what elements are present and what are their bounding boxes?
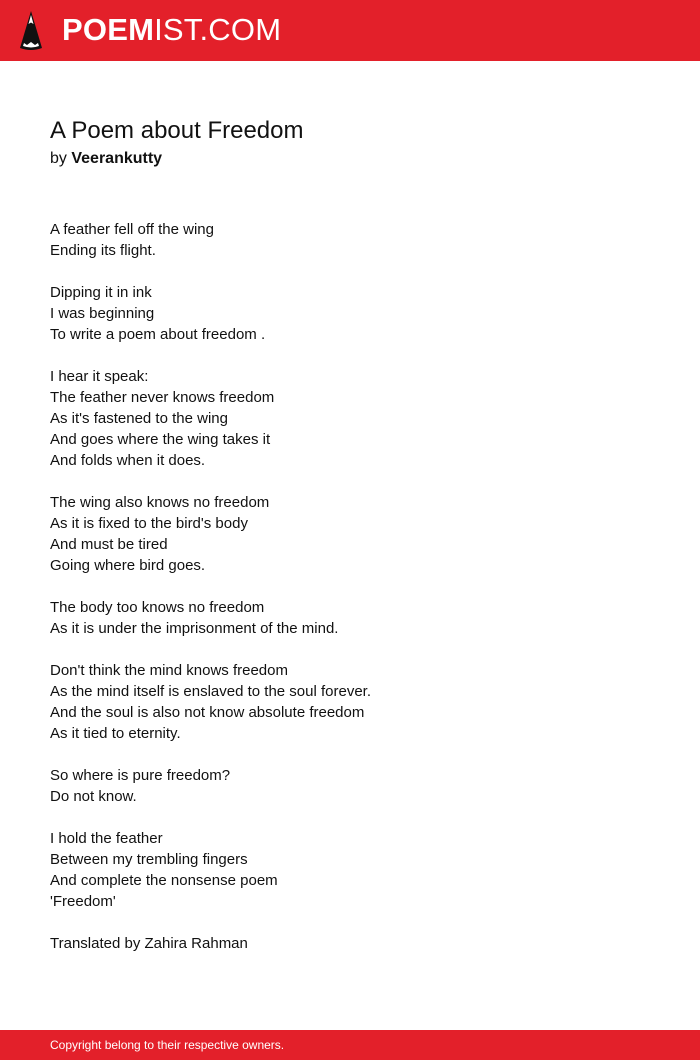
poem-line: So where is pure freedom?: [50, 767, 231, 784]
poem-line: I hear it speak:: [50, 368, 149, 385]
logo-text-bold: POEM: [62, 12, 155, 47]
poem-stanza: [50, 933, 650, 954]
poem-line: 'Freedom': [50, 893, 116, 910]
poem-line: As it is fixed to the bird's body: [50, 515, 248, 532]
poem-line: A feather fell off the wing: [50, 221, 214, 238]
poem-line: As the mind itself is enslaved to the soul forever.: [50, 683, 371, 700]
poem-line: As it tied to eternity.: [50, 725, 181, 742]
poem-line: I hold the feather: [50, 830, 163, 847]
poem-line: Don't think the mind knows freedom: [50, 662, 288, 679]
poem-line: Translated by Zahira Rahman: [50, 935, 248, 952]
poem-title: A Poem about Freedom: [50, 117, 304, 144]
poem-stanza: [50, 366, 650, 471]
poem-stanza: [50, 660, 650, 744]
poem-line: Going where bird goes.: [50, 557, 206, 574]
poem-line: Ending its flight.: [50, 242, 156, 259]
poem-stanza: [50, 828, 650, 912]
poem-line: I was beginning: [50, 305, 155, 322]
poem-line: Dipping it in ink: [50, 284, 152, 301]
pencil-tip-icon: [18, 10, 44, 52]
copyright-text: Copyright belong to their respective owners.: [50, 1038, 285, 1052]
poem-author: Veerankutty: [71, 150, 163, 167]
poem-line: The feather never knows freedom: [50, 389, 275, 406]
poem-line: As it's fastened to the wing: [50, 410, 228, 427]
poem-line: And must be tired: [50, 536, 168, 553]
poem-line: Do not know.: [50, 788, 137, 805]
by-label: by: [50, 150, 67, 167]
poem-stanza: [50, 282, 650, 345]
poem-line: And the soul is also not know absolute freedom: [50, 704, 365, 721]
poem-line: To write a poem about freedom .: [50, 326, 266, 343]
poem-stanza: [50, 492, 650, 576]
site-footer: [0, 1030, 700, 1060]
poem-stanza: [50, 597, 650, 639]
poem-line: The wing also knows no freedom: [50, 494, 270, 511]
poem-stanza: [50, 765, 650, 807]
poem-byline: [50, 149, 162, 169]
poem-line: The body too knows no freedom: [50, 599, 265, 616]
logo-text-light: IST.COM: [154, 12, 282, 47]
poem-line: As it is under the imprisonment of the mind.: [50, 620, 339, 637]
poem-line: And folds when it does.: [50, 452, 206, 469]
poem-stanza: [50, 219, 650, 261]
site-logo[interactable]: [62, 13, 281, 47]
poem-body: [50, 219, 650, 975]
poem-line: And goes where the wing takes it: [50, 431, 271, 448]
poem-line: Between my trembling fingers: [50, 851, 248, 868]
site-header: [0, 0, 700, 61]
poem-line: And complete the nonsense poem: [50, 872, 278, 889]
